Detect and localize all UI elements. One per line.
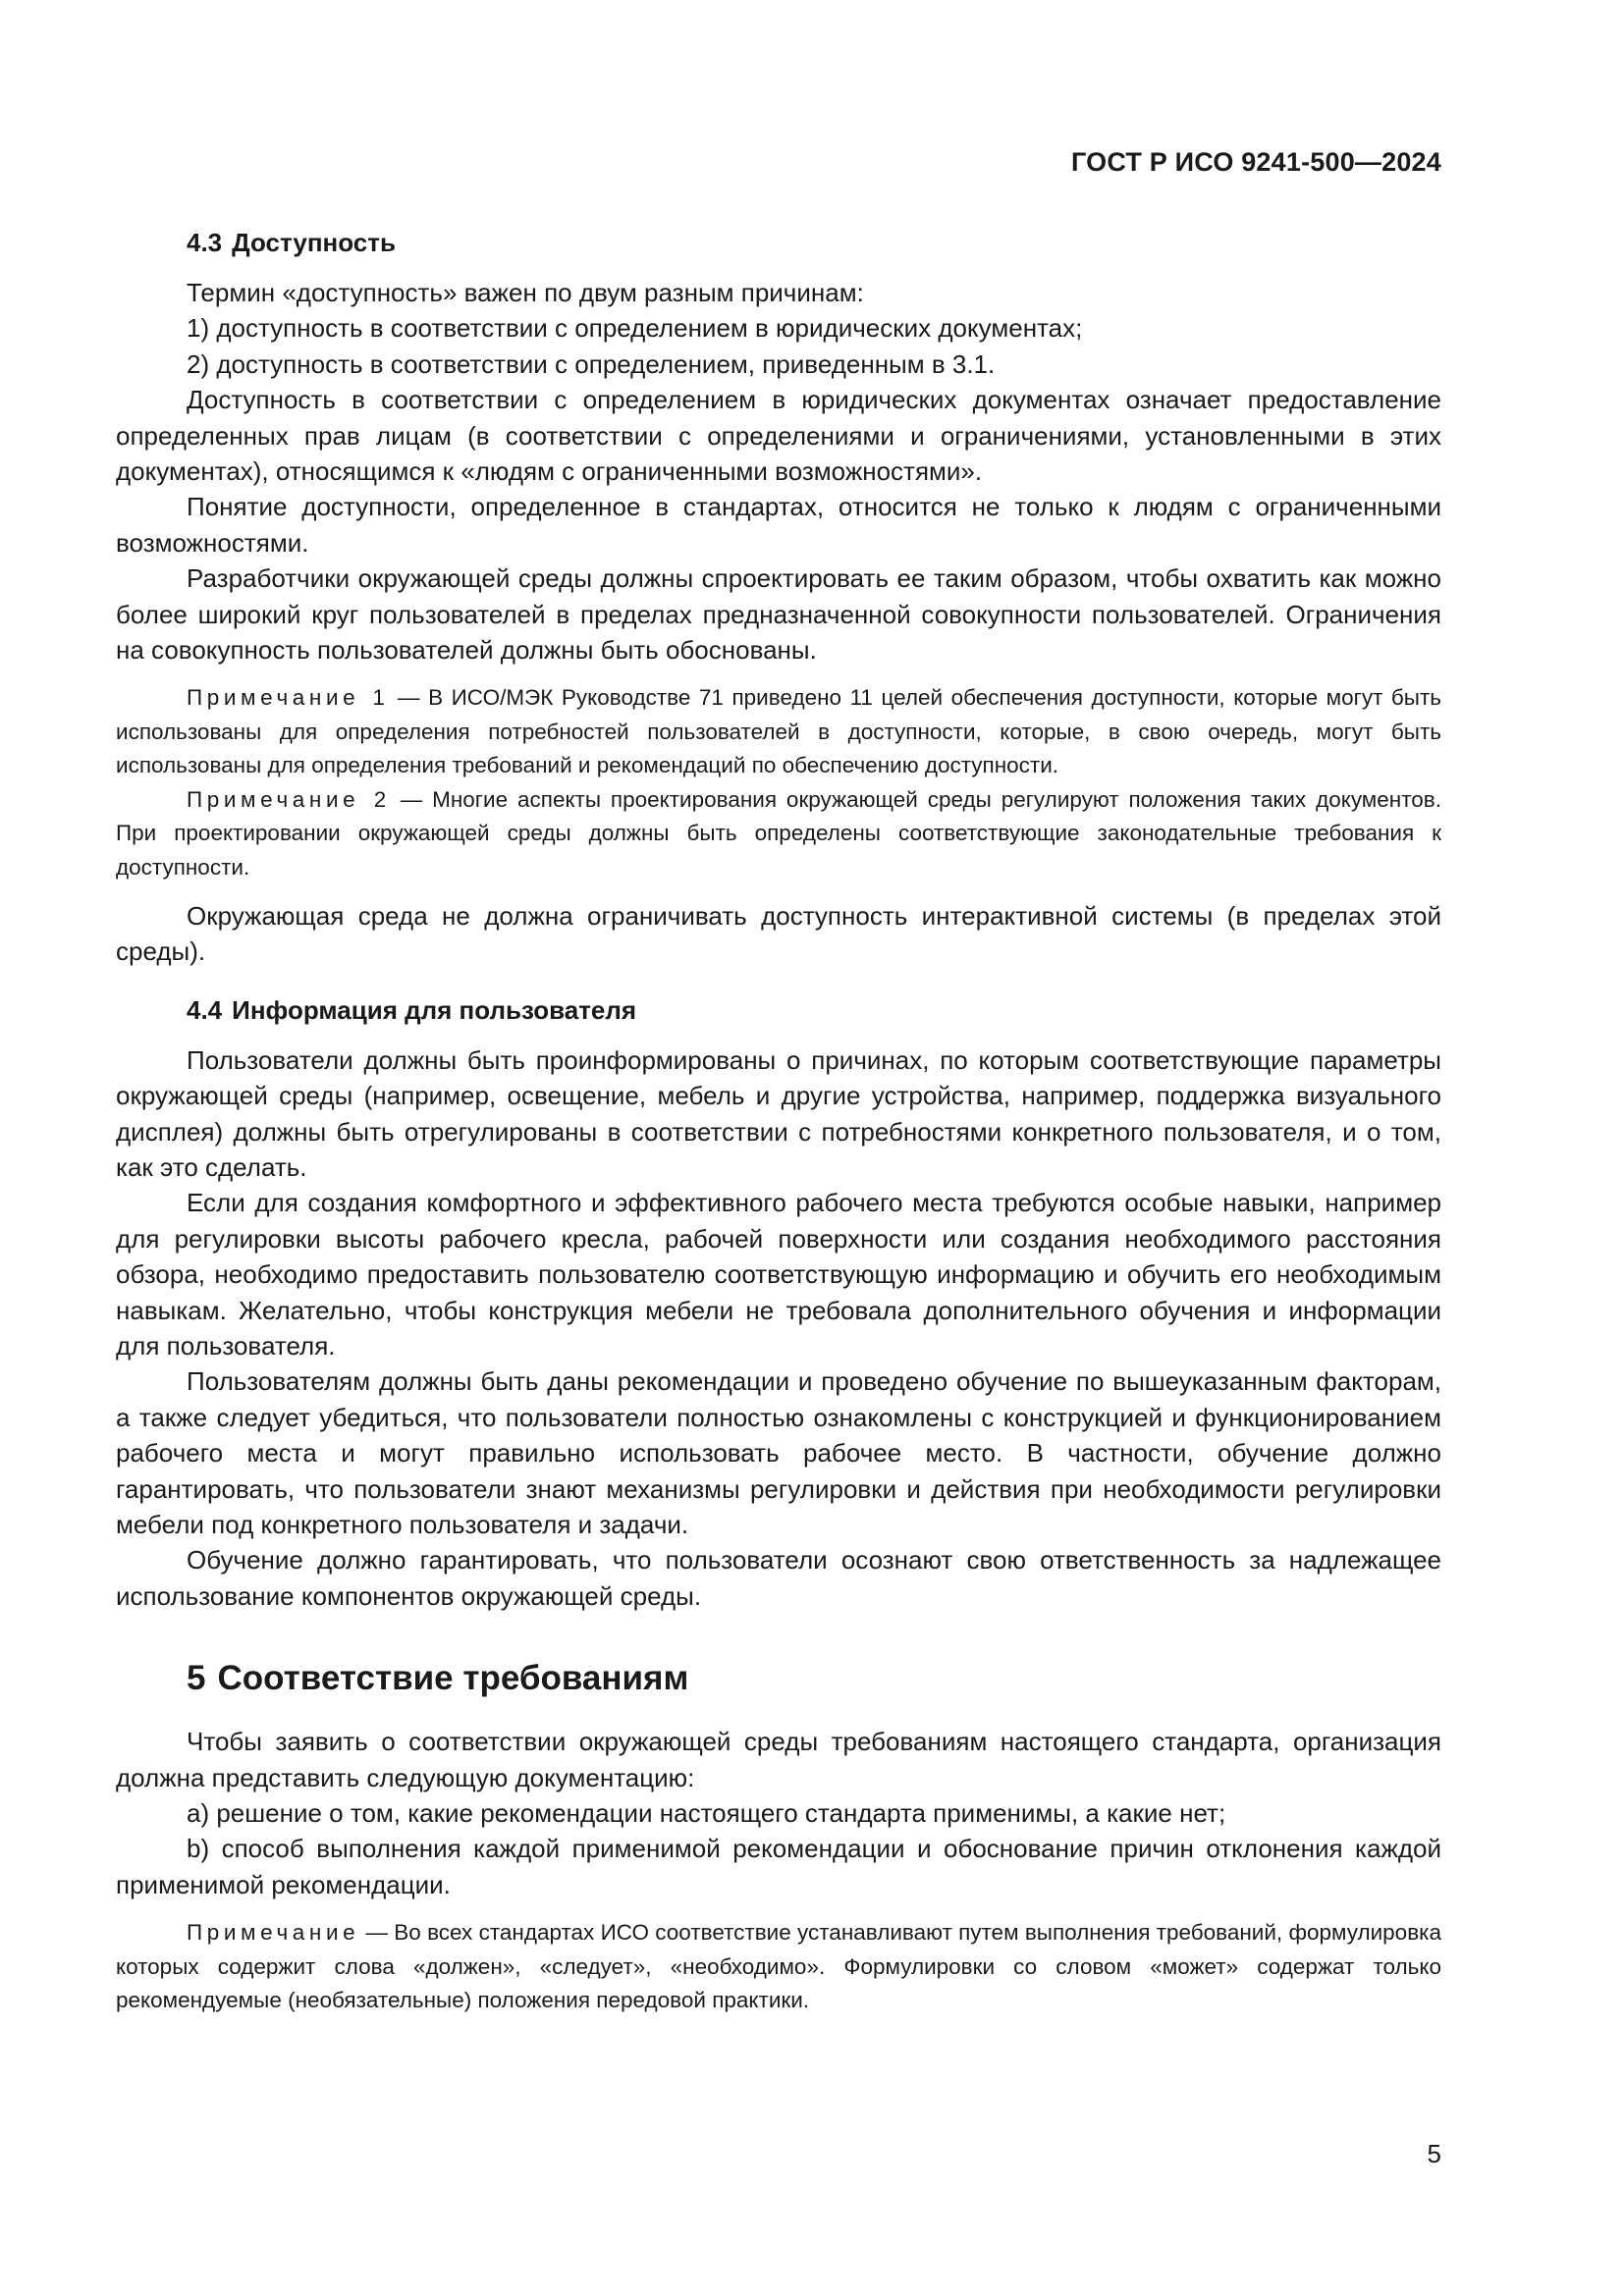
- note-label: Примечание: [187, 1920, 360, 1946]
- subsection-number: 4.4: [187, 994, 223, 1025]
- notes-block: [116, 681, 1441, 883]
- paragraph: Окружающая среда не должна ограничивать доступность интерактивной системы (в пределах этой среды).: [116, 900, 1441, 967]
- list-item: a) решение о том, какие рекомендации настоящего стандарта применимы, а какие нет;: [187, 1798, 1226, 1829]
- note-label: Примечание 1: [187, 685, 390, 711]
- section-heading-5: [187, 1657, 1441, 1700]
- notes-block: [116, 1916, 1441, 2017]
- paragraph: Пользователям должны быть даны рекомендации и проведено обучение по вышеуказанным факторам, а также следует убедиться, что пользователи полностью ознакомлены с конструкцией и функционированием рабочего места и могут правильно использовать рабочее место. В частности, обучение должно гарантировать, что пользователи знают механизмы регулировки и действия при необходимости регулировки мебели под конкретного пользователя и задачи.: [116, 1366, 1441, 1539]
- note: [116, 1916, 1441, 2017]
- paragraph: Обучение должно гарантировать, что пользователи осознают свою ответственность за надлежащее использование компонентов окружающей среды.: [116, 1545, 1441, 1611]
- subsection-heading-4-3: [187, 224, 1441, 261]
- section-title: Соответствие требованиям: [217, 1659, 689, 1698]
- paragraph: Термин «доступность» важен по двум разным причинам:: [187, 278, 864, 307]
- paragraph: Если для создания комфортного и эффективного рабочего места требуются особые навыки, например для регулировки высоты рабочего кресла, рабочей поверхности или создания необходимого расстояния обзора, необходимо предоставить пользователю соответствующую информацию и обучить его необходимым навыкам. Желательно, чтобы конструкция мебели не требовала дополнительного обучения и информации для пользователя.: [116, 1188, 1441, 1361]
- paragraph: Чтобы заявить о соответствии окружающей среды требованиям настоящего стандарта, организация должна представить следующую документацию:: [116, 1727, 1441, 1792]
- note-text: — Многие аспекты проектирования окружающей среды регулируют положения таких документов. При проектировании окружающей среды должны быть определены соответствующие законодательные требования к доступности.: [116, 786, 1441, 880]
- section-number: 5: [187, 1659, 206, 1698]
- paragraph: Понятие доступности, определенное в стандартах, относится не только к людям с ограниченными возможностями.: [116, 492, 1441, 558]
- subsection-heading-4-4: [187, 991, 1441, 1029]
- document-code: ГОСТ Р ИСО 9241-500—2024: [1071, 147, 1441, 177]
- note: [116, 681, 1441, 782]
- note-label: Примечание 2: [187, 786, 391, 812]
- note-text: — В ИСО/МЭК Руководстве 71 приведено 11 целей обеспечения доступности, которые могут быть использованы для определения потребностей пользователей в доступности, которые, в свою очередь, могут быть использованы для определения требований и рекомендаций по обеспечению доступности.: [116, 685, 1442, 778]
- paragraph: Пользователи должны быть проинформированы о причинах, по которым соответствующие параметры окружающей среды (например, освещение, мебель и другие устройства, например, поддержка визуального дисплея) должны быть отрегулированы в соответствии с потребностями конкретного пользователя, и о том, как это сделать.: [116, 1044, 1441, 1182]
- list-item: 1) доступность в соответствии с определением в юридических документах;: [187, 313, 1083, 344]
- subsection-number: 4.3: [187, 228, 223, 257]
- note-text: — Во всех стандартах ИСО соответствие устанавливают путем выполнения требований, формулировка которых содержит слова «должен», «следует», «необходимо». Формулировки со словом «может» содержат только рекомендуемые (необязательные) положения передовой практики.: [116, 1920, 1441, 2013]
- page-content: [116, 224, 1441, 2031]
- subsection-title: Информация для пользователя: [232, 994, 637, 1025]
- list-item: b) способ выполнения каждой применимой рекомендации и обоснование причин отклонения каждой применимой рекомендации.: [116, 1834, 1441, 1899]
- list-item: 2) доступность в соответствии с определением, приведенным в 3.1.: [187, 348, 996, 379]
- paragraph: Доступность в соответствии с определением в юридических документах означает предоставление определенных прав лицам (в соответствии с определениями и ограничениями, установленными в этих документах), относящимся к «людям с ограниченными возможностями».: [116, 385, 1441, 487]
- page-number: 5: [1427, 2139, 1441, 2168]
- paragraph: Разработчики окружающей среды должны спроектировать ее таким образом, чтобы охватить как можно более широкий круг пользователей в пределах предназначенной совокупности пользователей. Ограничения на совокупность пользователей должны быть обоснованы.: [116, 563, 1441, 666]
- subsection-title: Доступность: [232, 228, 396, 257]
- note: [116, 783, 1441, 884]
